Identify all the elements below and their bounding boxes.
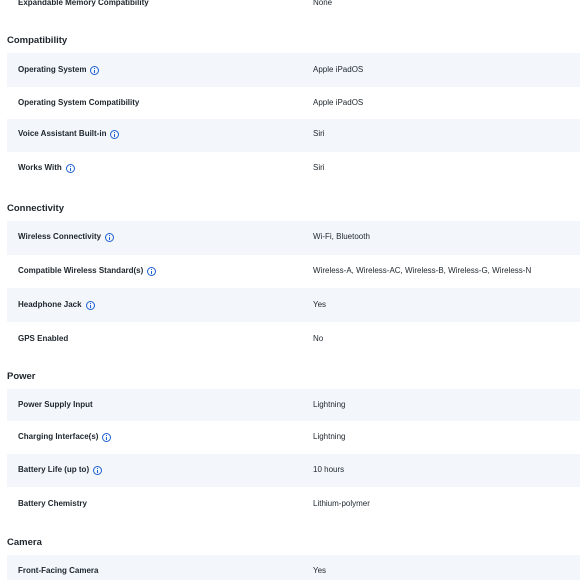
section-heading-connectivity: Connectivity bbox=[7, 203, 65, 214]
spec-value: No bbox=[313, 334, 324, 343]
spec-label-text: Power Supply Input bbox=[18, 400, 93, 409]
spec-value: Siri bbox=[313, 129, 325, 138]
spec-label bbox=[18, 129, 119, 139]
spec-label-text: Front-Facing Camera bbox=[18, 566, 99, 575]
spec-label bbox=[18, 98, 139, 108]
section-heading-camera: Camera bbox=[7, 537, 42, 548]
spec-label-text: Operating System Compatibility bbox=[18, 98, 140, 107]
spec-label bbox=[18, 266, 156, 276]
spec-label bbox=[18, 432, 111, 442]
spec-label-text: Voice Assistant Built-in bbox=[18, 129, 107, 138]
spec-label bbox=[18, 499, 87, 509]
spec-label bbox=[18, 334, 68, 344]
spec-value: 10 hours bbox=[313, 465, 345, 474]
spec-label-text: Battery Life (up to) bbox=[18, 465, 90, 474]
spec-row-front-facing-camera bbox=[7, 555, 580, 580]
spec-value: Siri bbox=[313, 163, 325, 172]
spec-row-expandable-memory bbox=[7, 0, 580, 12]
spec-value: None bbox=[313, 0, 333, 7]
spec-label-text: Battery Chemistry bbox=[18, 499, 87, 508]
spec-row-headphone-jack bbox=[7, 288, 580, 322]
info-icon[interactable] bbox=[90, 66, 99, 75]
spec-label-text: GPS Enabled bbox=[18, 334, 69, 343]
info-icon[interactable] bbox=[66, 164, 75, 173]
spec-value: Lightning bbox=[313, 400, 346, 409]
info-icon[interactable] bbox=[93, 466, 102, 475]
spec-value: Yes bbox=[313, 300, 327, 309]
spec-value: Wireless-A, Wireless-AC, Wireless-B, Wireless-G, Wireless-N bbox=[313, 266, 532, 275]
spec-label-text: Headphone Jack bbox=[18, 300, 82, 309]
spec-row-gps-enabled bbox=[7, 322, 580, 356]
spec-label bbox=[18, 400, 93, 410]
spec-value: Lithium-polymer bbox=[313, 499, 370, 508]
spec-label bbox=[18, 465, 102, 475]
info-icon[interactable] bbox=[86, 301, 95, 310]
info-icon[interactable] bbox=[105, 233, 114, 242]
spec-row-operating-system-compatibility bbox=[7, 87, 580, 119]
info-icon[interactable] bbox=[102, 433, 111, 442]
spec-row-wireless-standards bbox=[7, 255, 580, 288]
spec-label bbox=[18, 300, 95, 310]
spec-value: Apple iPadOS bbox=[313, 65, 364, 74]
info-icon[interactable] bbox=[110, 130, 119, 139]
spec-label-text: Operating System bbox=[18, 65, 87, 74]
spec-label-text: Compatible Wireless Standard(s) bbox=[18, 266, 144, 275]
spec-row-charging-interface bbox=[7, 421, 580, 454]
info-icon[interactable] bbox=[147, 267, 156, 276]
spec-value: Yes bbox=[313, 566, 327, 575]
spec-label bbox=[18, 566, 98, 576]
spec-label-text: Wireless Connectivity bbox=[18, 232, 102, 241]
spec-row-power-supply-input bbox=[7, 389, 580, 421]
spec-value: Wi-Fi, Bluetooth bbox=[313, 232, 370, 241]
spec-label-text: Expandable Memory Compatibility bbox=[18, 0, 149, 7]
spec-label-text: Charging Interface(s) bbox=[18, 432, 99, 441]
spec-row-works-with bbox=[7, 152, 580, 186]
spec-row-voice-assistant bbox=[7, 119, 580, 152]
spec-row-battery-life bbox=[7, 454, 580, 487]
spec-label-text: Works With bbox=[18, 163, 62, 172]
section-heading-power: Power bbox=[7, 371, 36, 382]
spec-label bbox=[18, 232, 114, 242]
spec-label bbox=[18, 0, 149, 8]
spec-label bbox=[18, 163, 75, 173]
spec-value: Apple iPadOS bbox=[313, 98, 364, 107]
section-heading-compatibility: Compatibility bbox=[7, 35, 68, 46]
spec-value: Lightning bbox=[313, 432, 346, 441]
spec-row-battery-chemistry bbox=[7, 487, 580, 521]
spec-label bbox=[18, 65, 99, 75]
spec-row-operating-system bbox=[7, 53, 580, 87]
spec-row-wireless-connectivity bbox=[7, 221, 580, 255]
